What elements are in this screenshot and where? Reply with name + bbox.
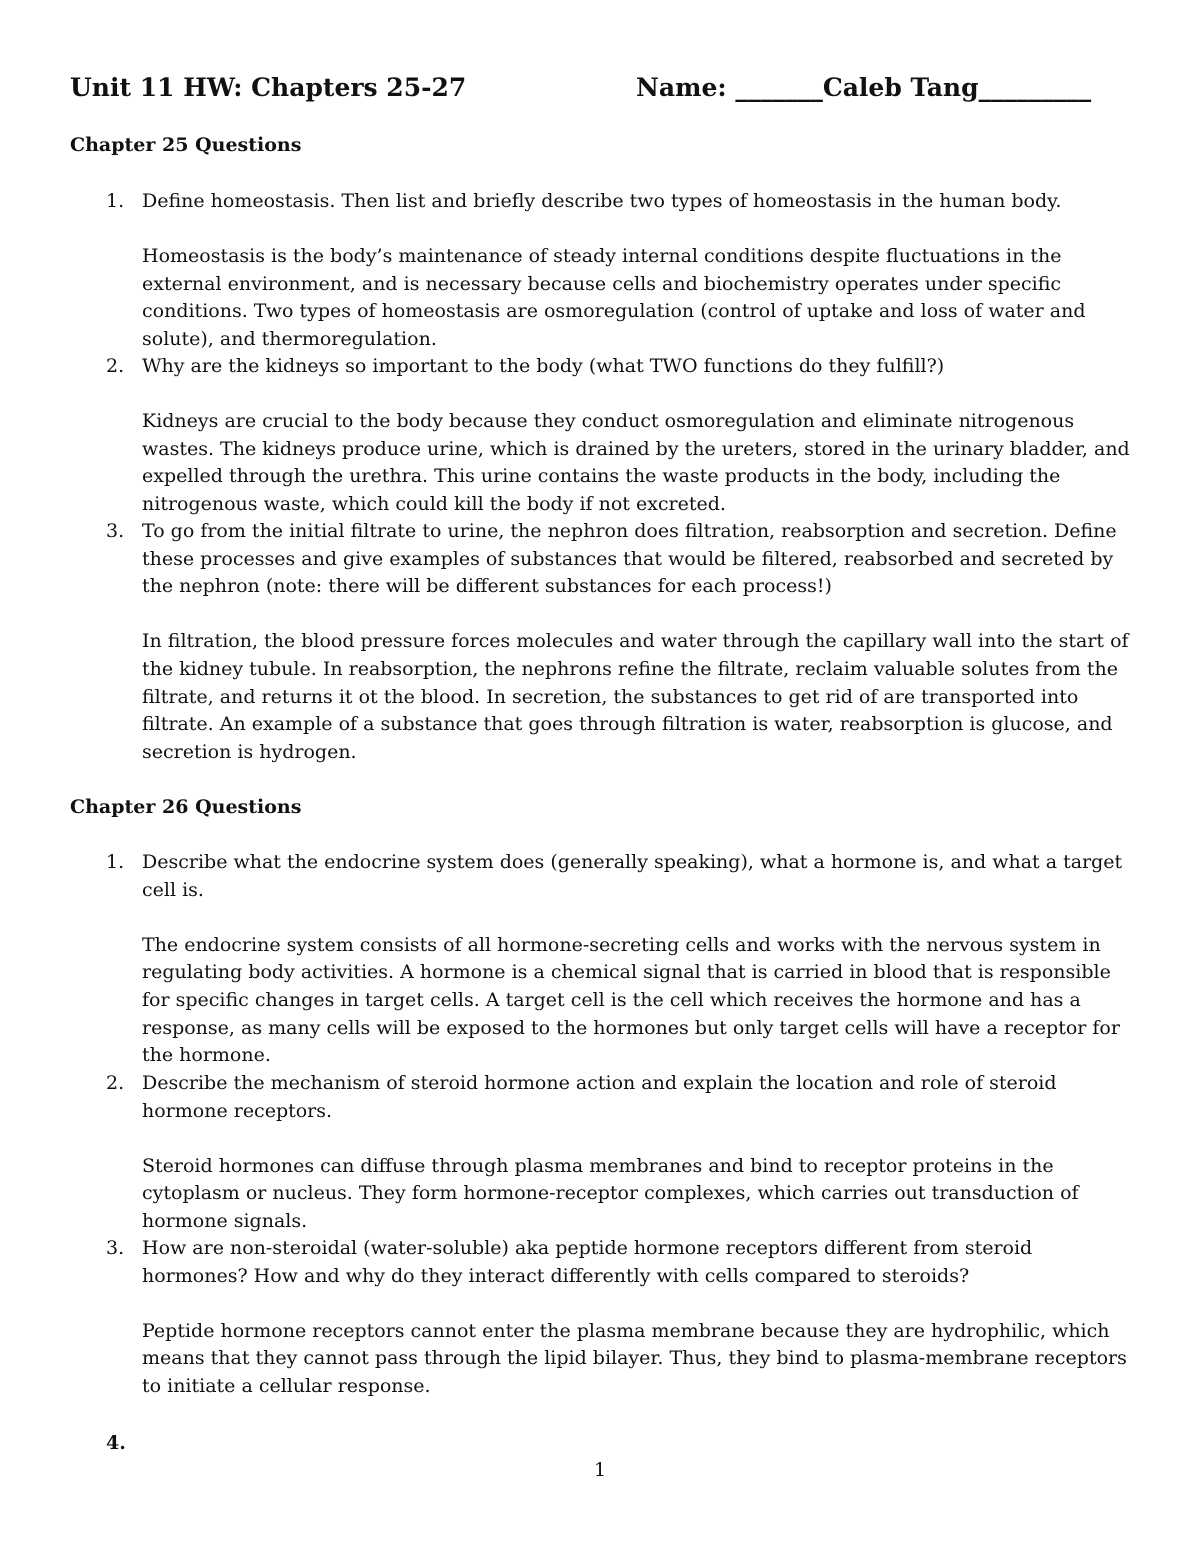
document-header — [70, 70, 1130, 110]
answer-text: Peptide hormone receptors cannot enter the plasma membrane because they are hydrophilic, which means that they cannot pass through the lipid bilayer. Thus, they bind to plasma-membrane receptors to initiate a cellular response. — [142, 1319, 1127, 1397]
question-number: 2. — [106, 1072, 125, 1094]
question-number: 1. — [106, 851, 125, 873]
question-number: 1. — [106, 190, 125, 212]
student-name-line: Name: _______Caleb Tang_________ — [636, 73, 1092, 102]
page-number: 1 — [593, 1459, 607, 1481]
chapter-26-question-2 — [70, 1070, 1134, 1236]
chapter-26-question-1 — [70, 849, 1134, 1070]
question-prompt: Why are the kidneys so important to the body (what TWO functions do they fulfill?) — [142, 355, 945, 377]
question-prompt: To go from the initial filtrate to urine, the nephron does filtration, reabsorption and secretion. Define these processes and give examples of substances that would be filtered, reabsorbed and secreted by the nephron (note: there will be different substances for each process!) — [142, 520, 1117, 598]
chapter-25-question-2 — [70, 353, 1134, 519]
answer-text: The endocrine system consists of all hormone-secreting cells and works with the nervous system in regulating body activities. A hormone is a chemical signal that is carried in blood that is responsible for specific changes in target cells. A target cell is the cell which receives the hormone and has a response, as many cells will be exposed to the hormones but only target cells will have a receptor for the hormone. — [142, 933, 1120, 1067]
question-prompt: Define homeostasis. Then list and briefly describe two types of homeostasis in the human body. — [142, 190, 1062, 212]
assignment-title: Unit 11 HW: Chapters 25-27 — [70, 73, 467, 102]
chapter-26-heading: Chapter 26 Questions — [70, 796, 302, 818]
question-prompt: How are non-steroidal (water-soluble) aka peptide hormone receptors different from steroid hormones? How and why do they interact differently with cells compared to steroids? — [142, 1237, 1033, 1287]
question-prompt: Describe the mechanism of steroid hormone action and explain the location and role of steroid hormone receptors. — [142, 1072, 1057, 1122]
chapter-26-question-3 — [70, 1235, 1134, 1401]
answer-text: Steroid hormones can diffuse through plasma membranes and bind to receptor proteins in the cytoplasm or nucleus. They form hormone-receptor complexes, which carries out transduction of hormone signals. — [142, 1154, 1079, 1232]
question-number: 3. — [106, 520, 125, 542]
question-number: 2. — [106, 355, 125, 377]
answer-text: Kidneys are crucial to the body because they conduct osmoregulation and eliminate nitrogenous wastes. The kidneys produce urine, which is drained by the ureters, stored in the urinary bladder, and expelled through the urethra. This urine contains the waste products in the body, including the nitrogenous waste, which could kill the body if not excreted. — [142, 410, 1130, 515]
answer-text: In filtration, the blood pressure forces molecules and water through the capillary wall into the start of the kidney tubule. In reabsorption, the nephrons refine the filtrate, reclaim valuable solutes from the filtrate, and returns it ot the blood. In secretion, the substances to get rid of are transported into filtrate. An example of a substance that goes through filtration is water, reabsorption is glucose, and secretion is hydrogen. — [142, 630, 1129, 763]
chapter-26-question-4-number: 4. — [106, 1432, 126, 1454]
question-prompt: Describe what the endocrine system does (generally speaking), what a hormone is, and what a target cell is. — [142, 851, 1123, 901]
answer-text: Homeostasis is the body’s maintenance of steady internal conditions despite fluctuations in the external environment, and is necessary because cells and biochemistry operates under specific conditions. Two types of homeostasis are osmoregulation (control of uptake and loss of water and solute), and thermoregulation. — [142, 245, 1086, 350]
chapter-25-heading: Chapter 25 Questions — [70, 134, 302, 156]
question-number: 3. — [106, 1237, 125, 1259]
chapter-25-question-1 — [70, 188, 1134, 354]
chapter-25-question-3 — [70, 518, 1134, 766]
